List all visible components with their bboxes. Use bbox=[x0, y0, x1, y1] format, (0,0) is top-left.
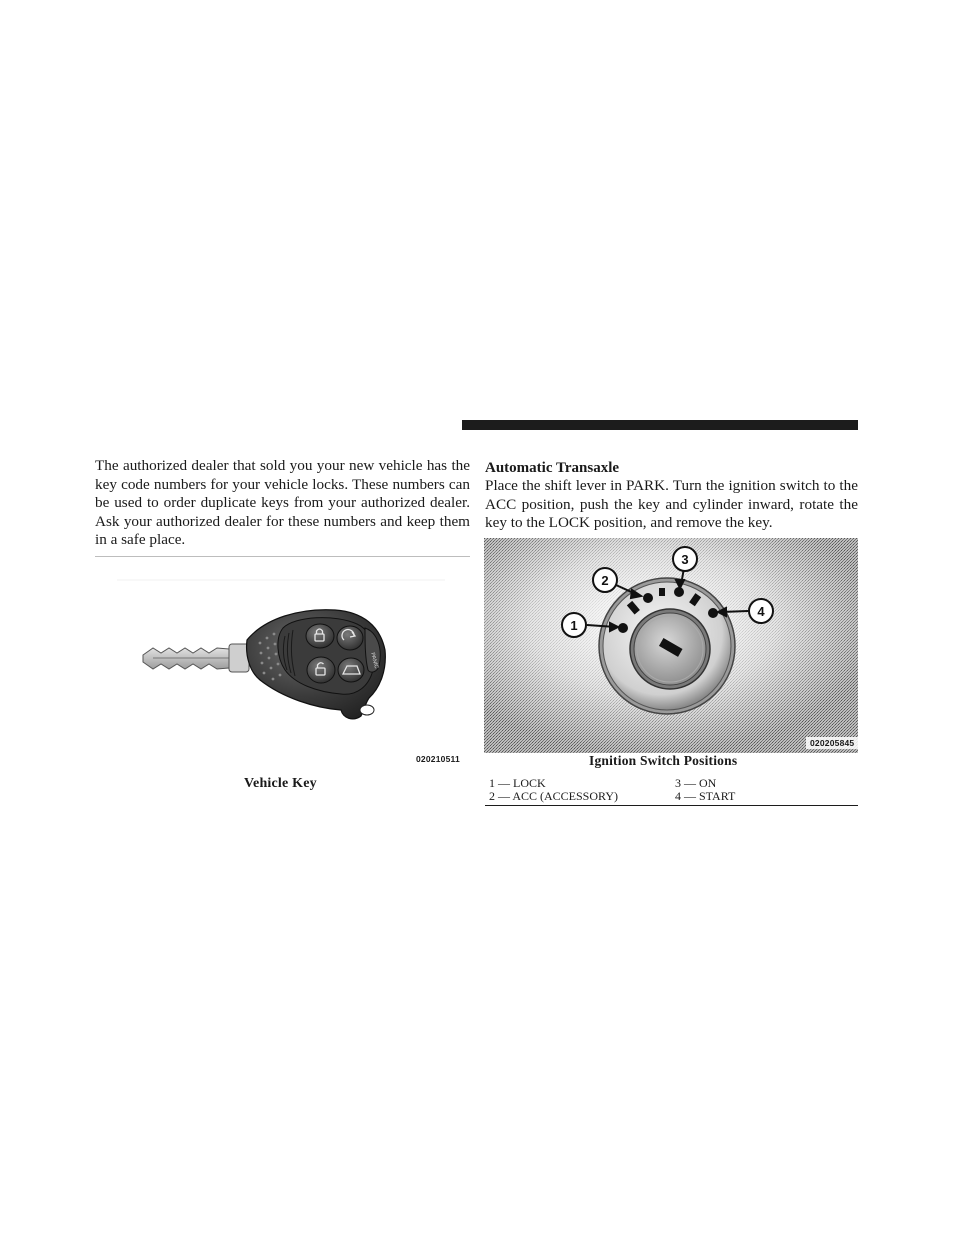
key-code-paragraph: The authorized dealer that sold you your new vehicle has the key code numbers for your vehicle locks. These numbers can be used to order duplicate keys from your authorized dealer. Ask your authorized dealer for these numbers and keep them in a safe place. bbox=[95, 457, 470, 549]
right-column bbox=[485, 459, 858, 533]
svg-text:3: 3 bbox=[681, 552, 689, 567]
legend-item-lock: 1 — LOCK bbox=[489, 776, 546, 790]
vehicle-key-illustration bbox=[95, 558, 470, 768]
legend-row bbox=[485, 777, 858, 790]
figure-code: 020205845 bbox=[810, 738, 855, 748]
section-heading: Automatic Transaxle bbox=[485, 460, 620, 476]
callout-3 bbox=[673, 547, 697, 571]
left-column bbox=[95, 457, 470, 550]
callout-2 bbox=[593, 568, 617, 592]
legend-item-start: 4 — START bbox=[675, 788, 736, 803]
legend-bottom-rule bbox=[485, 805, 858, 806]
legend-item-acc: 2 — ACC (ACCESSORY) bbox=[489, 788, 619, 803]
ignition-caption: Ignition Switch Positions bbox=[589, 753, 738, 768]
transaxle-paragraph: Place the shift lever in PARK. Turn the ignition switch to the ACC position, push the key and cylinder inward, rotate the key to the LOCK position, and remove the key. bbox=[485, 477, 858, 532]
svg-text:1: 1 bbox=[570, 618, 578, 633]
panic-button-label: PANIC bbox=[369, 651, 380, 670]
svg-text:2: 2 bbox=[601, 573, 609, 588]
legend-item-on: 3 — ON bbox=[675, 776, 717, 790]
ignition-switch-illustration bbox=[484, 538, 858, 753]
section-header-bar bbox=[462, 420, 858, 430]
figure-code: 020210511 bbox=[416, 754, 460, 764]
callout-1 bbox=[562, 613, 586, 637]
legend-row bbox=[485, 790, 858, 803]
vehicle-key-caption: Vehicle Key bbox=[244, 776, 317, 791]
liftgate-button-icon bbox=[338, 658, 364, 682]
figure-top-rule bbox=[95, 556, 470, 557]
unlock-button-icon bbox=[307, 657, 335, 683]
ignition-switch-figure bbox=[484, 538, 858, 753]
ignition-legend bbox=[485, 777, 858, 802]
vehicle-key-figure bbox=[95, 558, 470, 768]
svg-text:4: 4 bbox=[757, 604, 765, 619]
lock-button-icon bbox=[306, 624, 334, 648]
callout-4 bbox=[749, 599, 773, 623]
